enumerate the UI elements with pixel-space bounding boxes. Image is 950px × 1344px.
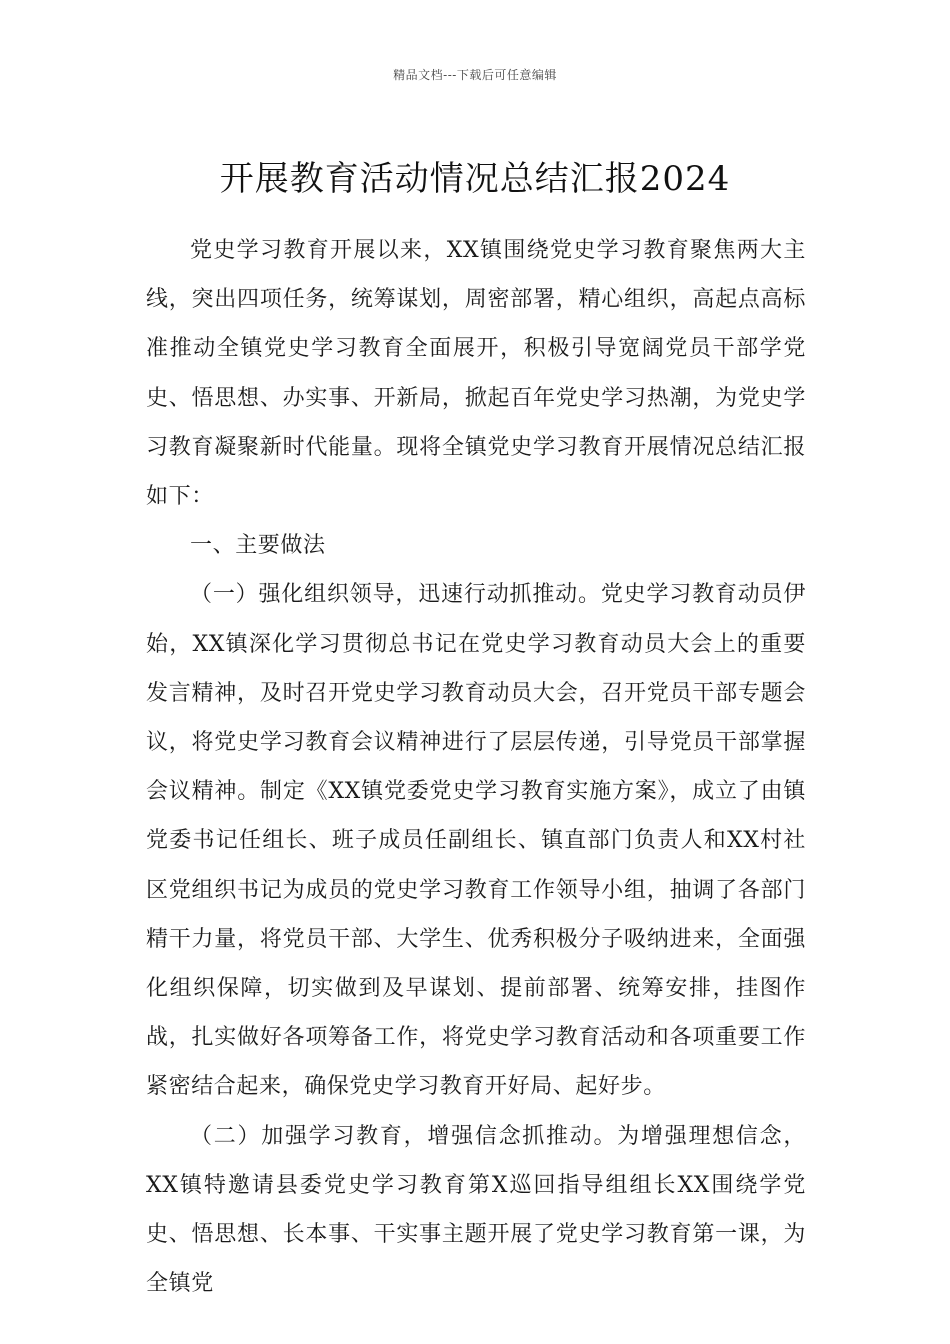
document-title: 开展教育活动情况总结汇报2024 <box>219 158 731 199</box>
document-body <box>146 226 806 1308</box>
page-header-note: 精品文档---下载后可任意编辑 <box>393 68 557 82</box>
paragraph-intro: 党史学习教育开展以来，XX镇围绕党史学习教育聚焦两大主线，突出四项任务，统筹谋划，周密部署，精心组织，高起点高标准推动全镇党史学习教育全面展开，积极引导宽阔党员干部学党史、悟思想、办实事、开新局，掀起百年党史学习热潮，为党史学习教育凝聚新时代能量。现将全镇党史学习教育开展情况总结汇报如下： <box>146 238 806 510</box>
section-heading-main-practices: 一、主要做法 <box>190 533 326 559</box>
paragraph-organization-leadership: （一）强化组织领导，迅速行动抓推动。党史学习教育动员伊始，XX镇深化学习贯彻总书记在党史学习教育动员大会上的重要发言精神，及时召开党史学习教育动员大会，召开党员干部专题会议，将党史学习教育会议精神进行了层层传递，引导党员干部掌握会议精神。制定《XX镇党委党史学习教育实施方案》，成立了由镇党委书记任组长、班子成员任副组长、镇直部门负责人和XX村社区党组织书记为成员的党史学习教育工作领导小组，抽调了各部门精干力量，将党员干部、大学生、优秀积极分子吸纳进来，全面强化组织保障，切实做到及早谋划、提前部署、统筹安排，挂图作战，扎实做好各项筹备工作，将党史学习教育活动和各项重要工作紧密结合起来，确保党史学习教育开好局、起好步。 <box>146 582 806 1100</box>
paragraph-study-education: （二）加强学习教育，增强信念抓推动。为增强理想信念，XX镇特邀请县委党史学习教育第X巡回指导组组长XX围绕学党史、悟思想、长本事、干实事主题开展了党史学习教育第一课，为全镇党 <box>146 1123 806 1297</box>
